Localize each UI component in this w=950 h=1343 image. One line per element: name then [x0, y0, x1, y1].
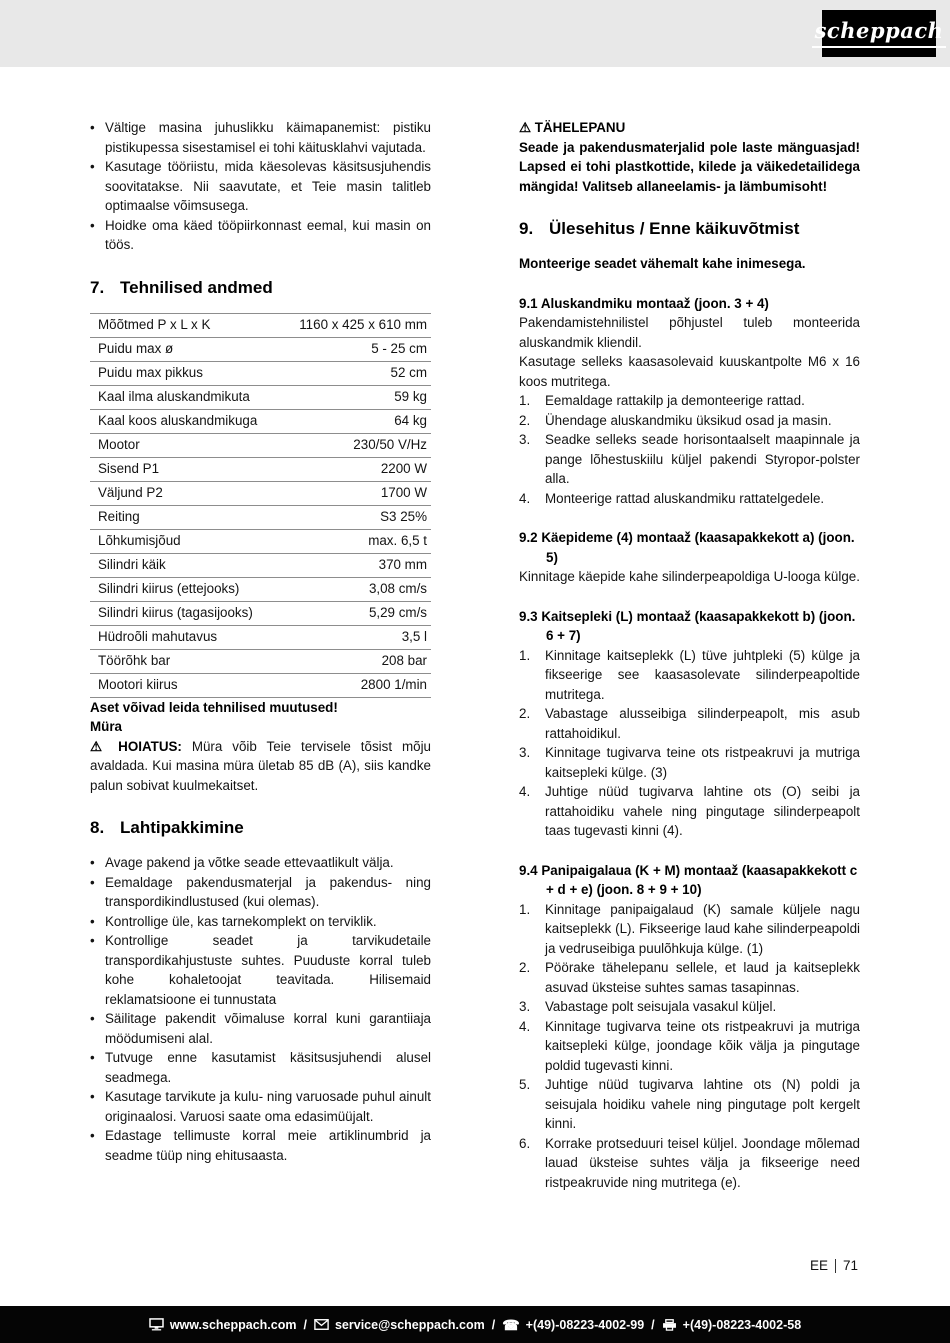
attention-heading [519, 118, 860, 138]
section-number: 7. [90, 277, 105, 297]
section-7-heading [90, 277, 431, 299]
warning-text: Müra võib Teie tervisele tõsist mõju avaldada. Kui masina müra ületab 85 dB (A), siis kandke palun sobivat kuulmekaitset. [90, 738, 431, 793]
table-row: Puidu max ø 5 - 25 cm [90, 337, 431, 361]
scheppach-logo [814, 10, 944, 57]
table-row: Kaal koos aluskandmikuga 64 kg [90, 409, 431, 433]
subsection-9-3-title: 9.3 Kaitsepleki (L) montaaž (kaasapakkekott b) (joon. 6 + 7) [519, 608, 856, 643]
list-item: • Kasutage tööriistu, mida käesolevas käsitsusjuhendis soovitatakse. Nii saavutate, et Teie masin talitleb optimaalse võimsusega. [90, 157, 431, 216]
step-item: Vabastage alusseibiga silinderpeapolt, mis asub rattahoidikul. [545, 706, 860, 741]
assembly-note: Monteerige seadet vähemalt kahe inimesega. [519, 256, 806, 271]
list-item: • Tutvuge enne kasutamist käsitsusjuhendi alusel seadmega. [90, 1048, 431, 1087]
attention-title: TÄHELEPANU [534, 120, 626, 135]
page-number-divider [835, 1259, 836, 1273]
step-item: Seadke selleks seade horisontaalselt maapinnale ja pange lõhestuskiilu küljel pakendi Styropor-polster alla. [545, 432, 860, 486]
steps-9-4 [519, 900, 860, 1193]
unpacking-bullet-list [90, 853, 431, 1165]
steps-9-3 [519, 646, 860, 841]
warning-label: HOIATUS: [118, 738, 182, 754]
list-item: • Edastage tellimuste korral meie artiklinumbrid ja seadme tüüp ning ehitusaasta. [90, 1126, 431, 1165]
step-item: Kinnitage panipaigalaud (K) samale küljele nagu kaitseplekk (L). Fikseerige laud kahe silinderpeapoldi ja vedruseibiga puulõhkuja külge. (1) [545, 901, 860, 956]
section-title: Tehnilised andmed [120, 277, 273, 297]
table-row: Mõõtmed P x L x K 1160 x 425 x 610 mm [90, 313, 431, 337]
table-row: Reiting S3 25% [90, 505, 431, 529]
section-number: 9. [519, 219, 534, 238]
noise-title: Müra [90, 719, 122, 734]
step-item: Korrake protseduuri teisel küljel. Joondage mõlemad lauad üksteise suhtes välja ja fikseerige need ristpeakruvide ning mutritega (e). [545, 1135, 860, 1190]
footer-separator: / [303, 1317, 307, 1332]
subsection-9-1-title: 9.1 Aluskandmiku montaaž (joon. 3 + 4) [519, 295, 769, 311]
subsection-9-2-title: 9.2 Käepideme (4) montaaž (kaasapakkekott a) (joon. 5) [519, 530, 855, 565]
step-item: Eemaldage rattakilp ja demonteerige rattad. [545, 393, 805, 408]
section-number: 8. [90, 818, 105, 837]
table-row: Silindri käik 370 mm [90, 553, 431, 577]
table-row: Silindri kiirus (ettejooks) 3,08 cm/s [90, 577, 431, 601]
page-number [810, 1258, 858, 1273]
list-item: • Avage pakend ja võtke seade ettevaatlikult välja. [90, 853, 431, 873]
step-item: Vabastage polt seisujala vasakul küljel. [545, 999, 777, 1014]
header-bar [0, 0, 950, 67]
table-row: Hüdroõli mahutavus 3,5 l [90, 625, 431, 649]
attention-text: Seade ja pakendusmaterjalid pole laste mänguasjad! Lapsed ei tohi plastkottide, kilede ja väikedetailidega mängida! Valitseb allaneelamis- ja lämbumisoht! [519, 139, 860, 194]
intro-bullet-list [90, 118, 431, 255]
footer-phone-text: +(49)-08223-4002-99 [525, 1317, 645, 1332]
technical-changes-note: Aset võivad leida tehnilised muutused! [90, 699, 338, 715]
table-row: Sisend P1 2200 W [90, 457, 431, 481]
step-item: Pöörake tähelepanu sellele, et laud ja kaitseplekk asuvad üksteise suhtes samas tasapinnas. [545, 960, 860, 995]
step-item: Ühendage aluskandmiku üksikud osad ja masin. [545, 412, 832, 428]
right-column [519, 118, 860, 1192]
phone-icon: ☎ [502, 1316, 520, 1333]
section-9-heading [519, 218, 860, 240]
table-row: Väljund P2 1700 W [90, 481, 431, 505]
footer-contact-bar [0, 1306, 950, 1343]
footer-mail-segment [314, 1318, 485, 1332]
table-row: Mootor 230/50 V/Hz [90, 433, 431, 457]
footer-web-segment [149, 1318, 297, 1332]
fax-icon [662, 1319, 677, 1331]
page-region-label: EE [809, 1258, 828, 1273]
list-item: • Vältige masina juhuslikku käimapanemist: pistiku pistikupessa sisestamisel ei tohi käitusklahvi vajutada. [90, 118, 431, 157]
step-item: Kinnitage tugivarva teine ots ristpeakruvi ja mutriga kaitsepleki külge, joondage kõik välja ja pingutage poldid tugevasti kinni. [545, 1018, 860, 1073]
list-item: • Säilitage pakendit võimaluse korral kuni garantiiaja möödumiseni alal. [90, 1009, 431, 1048]
table-row: Kaal ilma aluskandmikuta 59 kg [90, 385, 431, 409]
computer-icon [149, 1318, 164, 1331]
noise-warning [90, 737, 431, 796]
paragraph: Kinnitage käepide kahe silinderpeapoldiga U-looga külge. [519, 569, 860, 584]
section-title: Ülesehitus / Enne käikuvõtmist [549, 219, 800, 238]
page-number-value: 71 [842, 1258, 858, 1273]
footer-fax-segment [662, 1318, 802, 1332]
footer-fax-text: +(49)-08223-4002-58 [682, 1317, 802, 1332]
logo-text: scheppach [812, 19, 947, 47]
footer-phone-segment [502, 1318, 644, 1332]
step-item: Kinnitage kaitseplekk (L) tüve juhtpleki (5) külge ja fikseerige see kaasasolevate silinderpeapoltide mutritega. [545, 647, 860, 702]
steps-9-1 [519, 391, 860, 508]
subsection-9-4-title: 9.4 Panipaigalaua (K + M) montaaž (kaasapakkekott c + d + e) (joon. 8 + 9 + 10) [519, 862, 858, 897]
technical-data-table [90, 313, 431, 698]
table-row: Lõhkumisjõud max. 6,5 t [90, 529, 431, 553]
table-row: Töörõhk bar 208 bar [90, 649, 431, 673]
paragraph: Kasutage selleks kaasasolevaid kuuskantpolte M6 x 16 koos mutritega. [519, 354, 860, 389]
paragraph: Pakendamistehnilistel põhjustel tuleb monteerida aluskandmik kliendil. [519, 315, 860, 350]
list-item: • Eemaldage pakendusmaterjal ja pakendus- ning transpordikindlustused (kui olemas). [90, 873, 431, 912]
list-item: • Hoidke oma käed tööpiirkonnast eemal, kui masin on töös. [90, 216, 431, 255]
page-content [90, 118, 860, 1192]
table-row: Silindri kiirus (tagasijooks) 5,29 cm/s [90, 601, 431, 625]
step-item: Kinnitage tugivarva teine ots ristpeakruvi ja mutriga kaitsepleki külge. (3) [545, 745, 860, 780]
section-title: Lahtipakkimine [120, 818, 244, 837]
list-item: • Kontrollige üle, kas tarnekomplekt on terviklik. [90, 912, 431, 932]
mail-icon [314, 1319, 329, 1330]
list-item: • Kasutage tarvikute ja kulu- ning varuosade puhul ainult originaalosi. Varuosi saate oma edasimüüjalt. [90, 1087, 431, 1126]
warning-icon: ⚠ [90, 738, 109, 754]
footer-separator: / [491, 1317, 496, 1332]
table-row: Puidu max pikkus 52 cm [90, 361, 431, 385]
section-8-heading [90, 817, 431, 839]
table-row: Mootori kiirus 2800 1/min [90, 673, 431, 697]
footer-mail-text: service@scheppach.com [334, 1317, 485, 1332]
step-item: Monteerige rattad aluskandmiku rattatelgedele. [545, 490, 825, 506]
footer-web-text: www.scheppach.com [169, 1317, 297, 1332]
left-column [90, 118, 431, 1192]
list-item: • Kontrollige seadet ja tarvikudetaile transpordikahjustuste suhtes. Puuduste korral tuleb kohe kohaletoojat teavitada. Hilisemaid reklamatsioone ei tunnustata [90, 931, 431, 1009]
footer-separator: / [651, 1317, 655, 1332]
warning-icon: ⚠ [519, 120, 532, 135]
step-item: Juhtige nüüd tugivarva lahtine ots (O) seibi ja rattahoidiku vahele ning pingutage silinderpeapolt taas tugevasti kinni (4). [545, 784, 860, 838]
step-item: Juhtige nüüd tugivarva lahtine ots (N) poldi ja seisujala hoidiku vahele ning pingutage polt kergelt kinni. [545, 1077, 860, 1131]
